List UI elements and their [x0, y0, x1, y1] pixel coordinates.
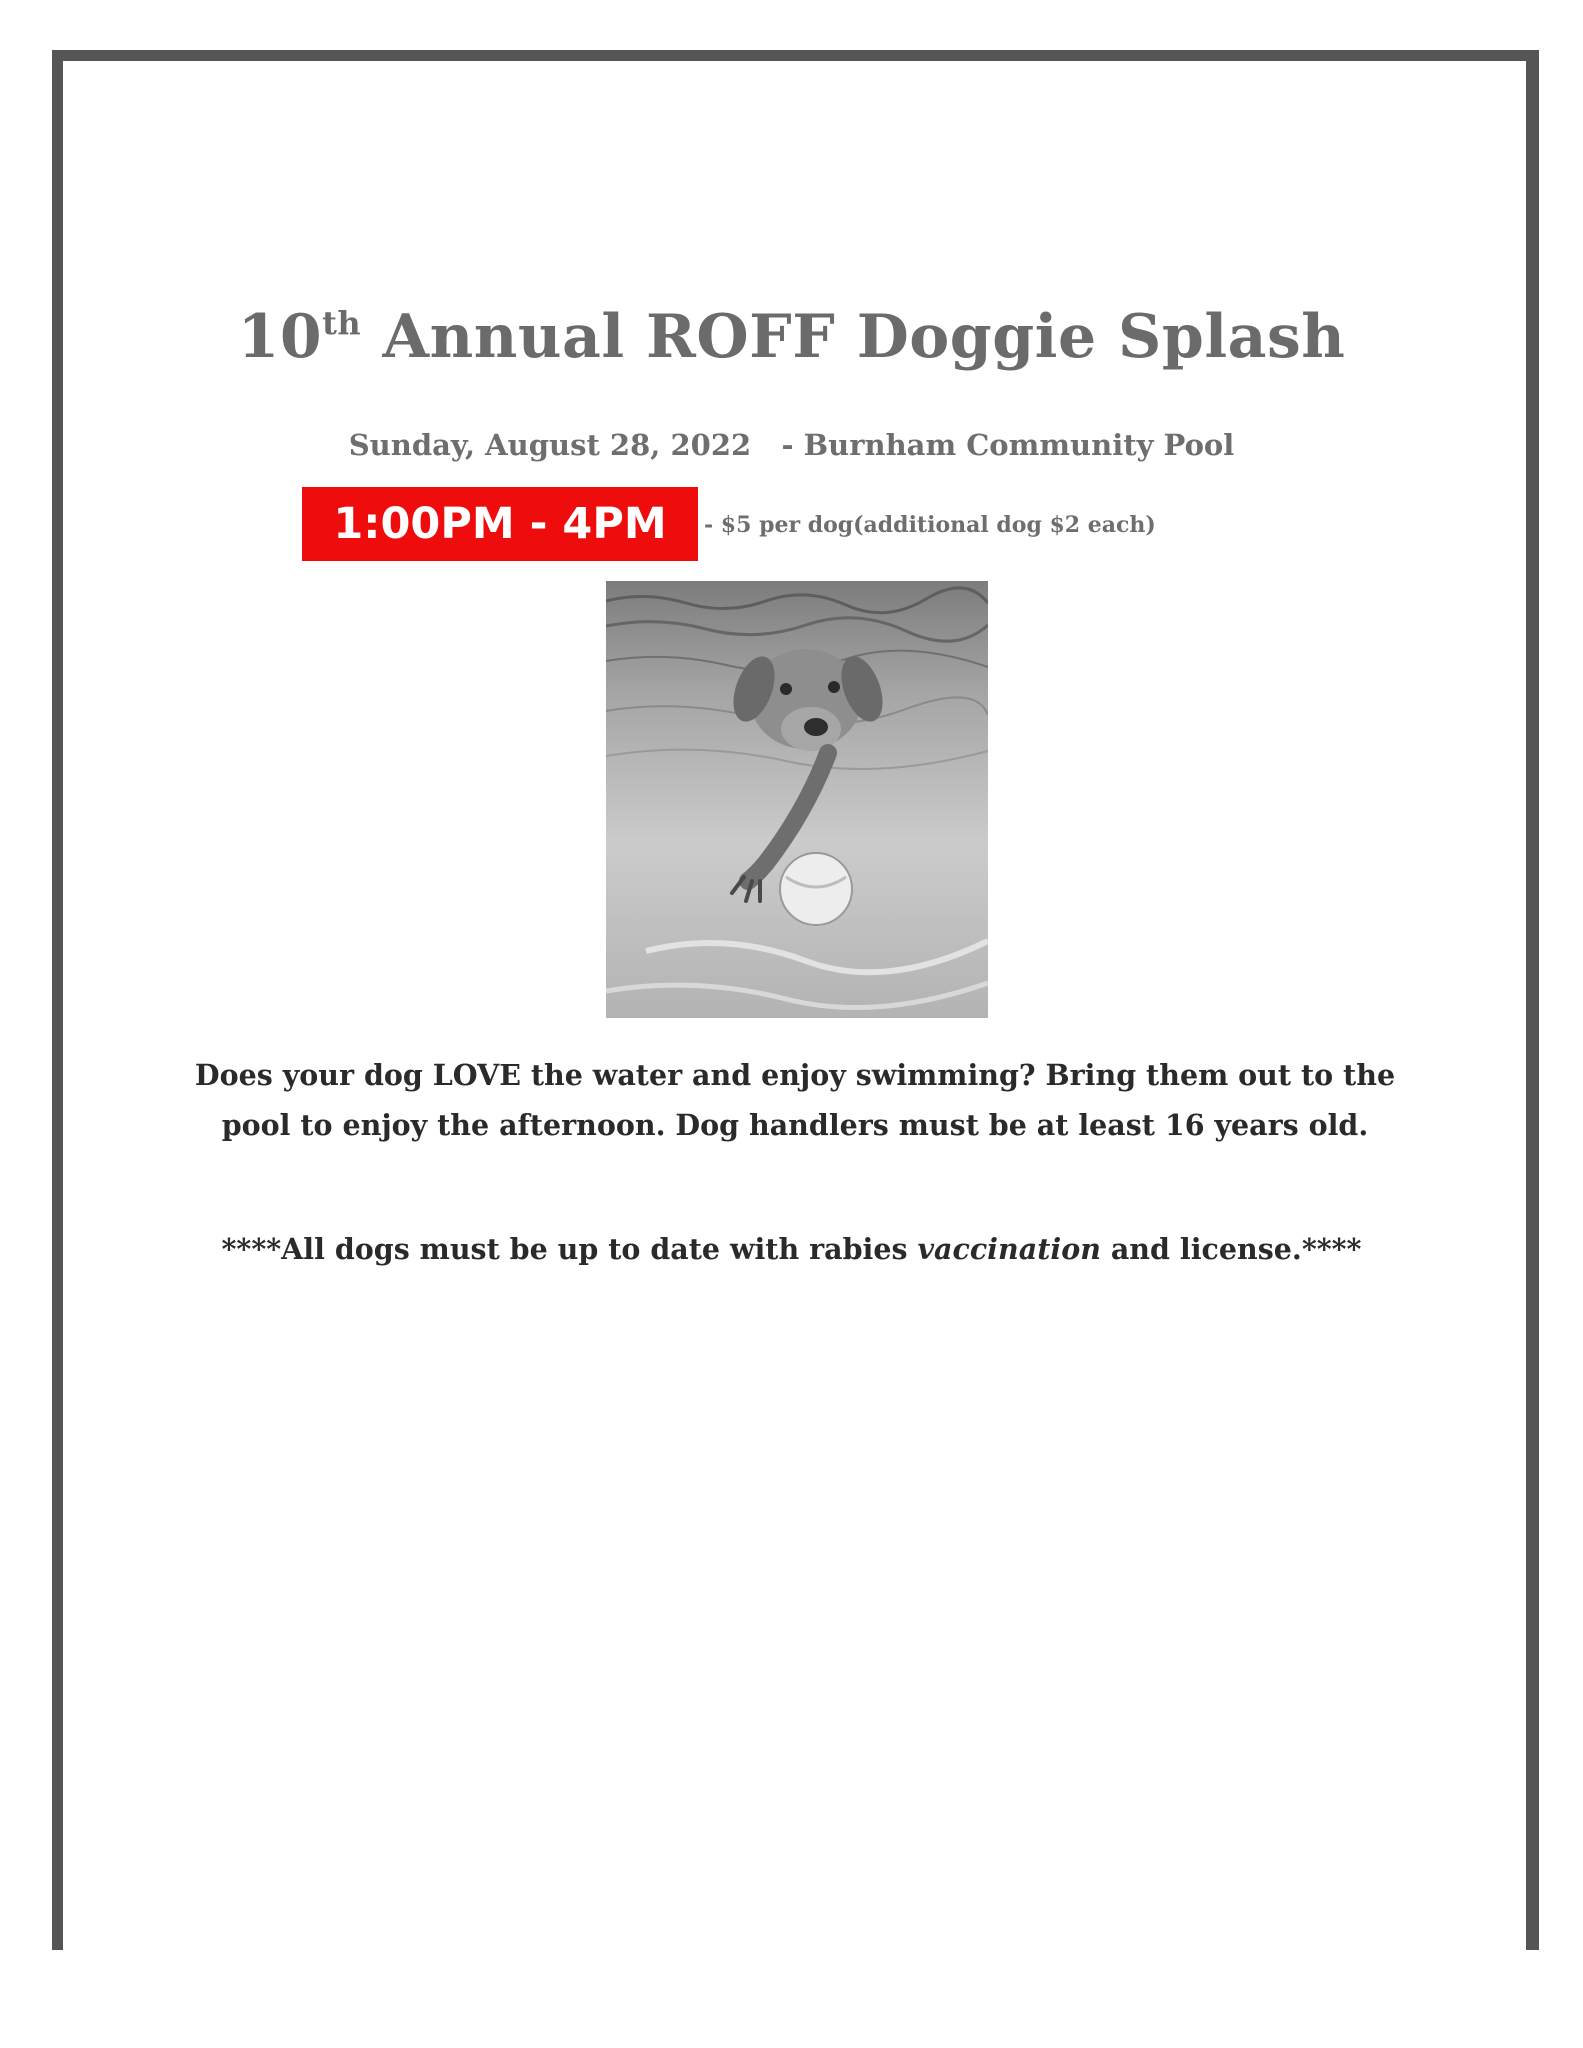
event-description: Does your dog LOVE the water and enjoy swimming? Bring them out to the pool to enjoy the afternoon. Dog handlers must be at least 16 years old. [194, 1058, 1396, 1142]
event-price: - $5 per dog(additional dog $2 each) [704, 512, 1156, 538]
event-time-badge: 1:00PM - 4PM [302, 487, 698, 561]
notice-suffix: and license.**** [1100, 1232, 1362, 1266]
event-date-location: Sunday, August 28, 2022 - Burnham Community Pool [348, 428, 1235, 462]
dog-swimming-with-ball-icon [606, 581, 988, 1018]
dog-swimming-photo [606, 581, 988, 1018]
title-text: Annual ROFF Doggie Splash [361, 302, 1346, 372]
title-ordinal-suffix: th [322, 304, 362, 342]
flyer-title [0, 302, 1583, 372]
vaccination-notice [0, 1232, 1583, 1266]
notice-prefix: ****All dogs must be up to date with rabies [221, 1232, 918, 1266]
notice-emphasis: vaccination [917, 1232, 1101, 1266]
title-number: 10 [237, 302, 323, 372]
